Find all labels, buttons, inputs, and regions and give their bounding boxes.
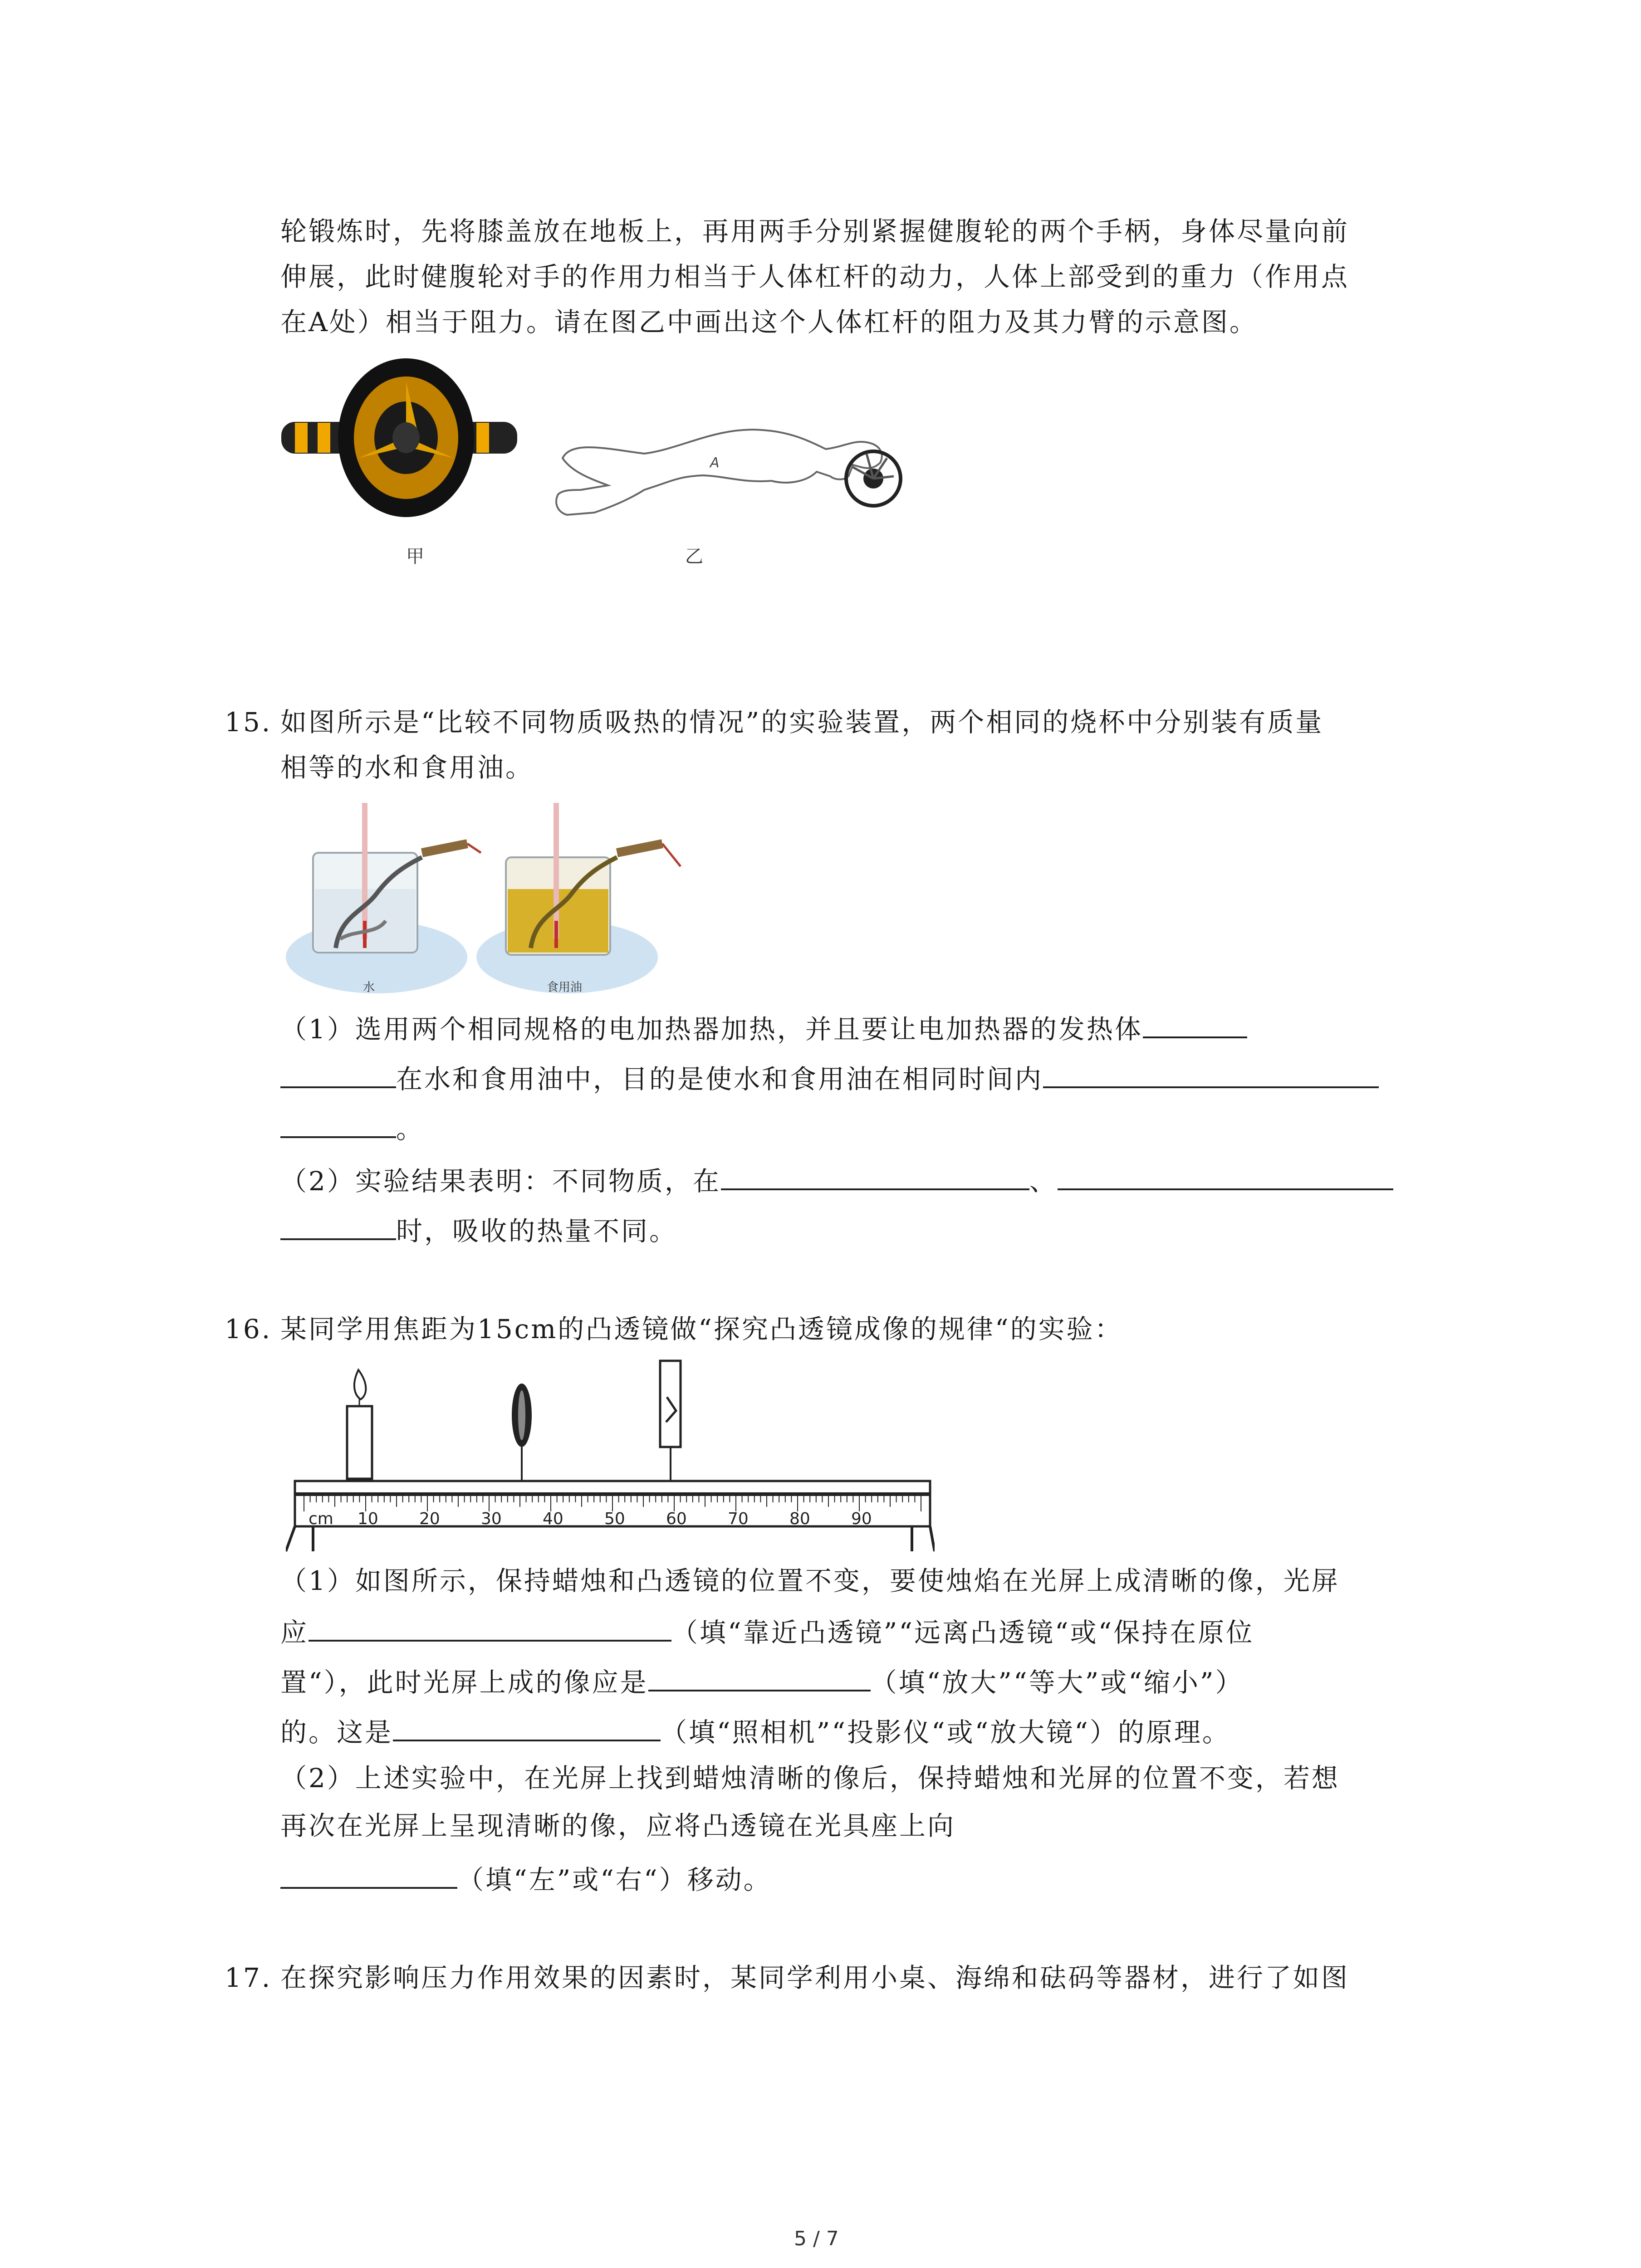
q15-blank-4a[interactable] (1058, 1161, 1393, 1190)
figure-label-jia: 甲 (406, 546, 424, 567)
q15-p2-text-a: （2）实验结果表明：不同物质，在 (280, 1166, 721, 1197)
q16-blank-image-size[interactable] (648, 1662, 871, 1691)
q15-blank-1a[interactable] (1143, 1009, 1247, 1038)
q16-p1-line2-text-b: （填“靠近凸透镜”“远离凸透镜“或“保持在原位 (671, 1617, 1254, 1648)
page-number: 5 / 7 (794, 2227, 839, 2250)
q16-p1-line4-text-b: （填“照相机”“投影仪“或“放大镜“）的原理。 (661, 1717, 1230, 1748)
q16-p1-line2 (280, 1613, 1254, 1651)
candle (347, 1406, 372, 1479)
q15-p2-line1 (280, 1161, 1393, 1199)
bench-scale-label: 80 (789, 1510, 810, 1528)
q16-p1-line3-text-a: 置“），此时光屏上成的像应是 (280, 1667, 648, 1698)
bench-scale-label: 60 (666, 1510, 687, 1528)
q16-number: 16. (225, 1314, 272, 1344)
q15-p2-line2 (280, 1211, 677, 1249)
q16-p2-line2: 再次在光屏上呈现清晰的像，应将凸透镜在光具座上向 (280, 1810, 956, 1841)
bench-scale-label: 10 (358, 1510, 378, 1528)
q15-p2-text-b: 时，吸收的热量不同。 (396, 1216, 678, 1246)
bench-scale-label: 50 (604, 1510, 625, 1528)
figure-label-yi: 乙 (685, 546, 703, 567)
bench-scale-label: 30 (481, 1510, 502, 1528)
bench-scale-label: 20 (419, 1510, 440, 1528)
q16-blank-device[interactable] (393, 1712, 661, 1741)
q16-p2-line3-text: （填“左”或“右“）移动。 (457, 1864, 772, 1895)
bench-scale-label: 40 (543, 1510, 563, 1528)
point-a-label: A (710, 455, 720, 471)
candle-flame (354, 1370, 366, 1399)
q16-blank-direction[interactable] (280, 1860, 457, 1889)
q15-text-line1: 如图所示是“比较不同物质吸热的情况”的实验装置，两个相同的烧杯中分别装有质量 (280, 707, 1324, 738)
beaker-oil-label: 食用油 (547, 981, 583, 994)
optical-bench-figure (286, 1356, 935, 1556)
q16-p1-line3 (280, 1662, 1244, 1701)
q15-p1-line2 (280, 1059, 1379, 1097)
q14-text-line2: 伸展，此时健腹轮对手的作用力相当于人体杠杆的动力，人体上部受到的重力（作用点 (280, 261, 1350, 292)
q16-p1-line1: （1）如图所示，保持蜡烛和凸透镜的位置不变，要使烛焰在光屏上成清晰的像，光屏 (280, 1565, 1340, 1596)
q15-text-line2: 相等的水和食用油。 (280, 752, 534, 783)
q16-blank-screen-position[interactable] (309, 1613, 671, 1642)
person-lever-sketch (554, 422, 907, 535)
q15-blank-1b[interactable] (280, 1059, 396, 1088)
q15-blank-4b[interactable] (280, 1211, 396, 1240)
q15-p2-sep: 、 (1029, 1166, 1058, 1197)
bench-scale-label: 70 (728, 1510, 749, 1528)
q14-text-line1: 轮锻炼时，先将膝盖放在地板上，再用两手分别紧握健腹轮的两个手柄，身体尽量向前 (280, 216, 1350, 247)
q15-p1-text-c: 。 (396, 1114, 425, 1144)
bench-scale-label: 90 (851, 1510, 872, 1528)
ab-wheel-image (281, 354, 517, 526)
q15-number: 15. (225, 707, 272, 738)
q15-p1-line1 (280, 1009, 1247, 1047)
q15-blank-2a[interactable] (1043, 1059, 1379, 1088)
q16-p1-line4-text-a: 的。这是 (280, 1717, 393, 1748)
q17-number: 17. (225, 1962, 272, 1993)
q16-p2-line3 (280, 1860, 772, 1898)
q16-p1-line2-text-a: 应 (280, 1617, 309, 1648)
beaker-water-label: 水 (363, 981, 375, 994)
beakers-figure (286, 803, 762, 1002)
q17-text-line1: 在探究影响压力作用效果的因素时，某同学利用小桌、海绵和砝码等器材，进行了如图 (280, 1962, 1350, 1993)
q15-blank-3[interactable] (721, 1161, 1029, 1190)
q16-p1-line3-text-b: （填“放大”“等大”或“缩小”） (870, 1667, 1244, 1698)
q16-p2-line1: （2）上述实验中，在光屏上找到蜡烛清晰的像后，保持蜡烛和光屏的位置不变，若想 (280, 1763, 1340, 1794)
q15-p1-text-a: （1）选用两个相同规格的电加热器加热，并且要让电加热器的发热体 (280, 1014, 1143, 1045)
q14-text-line3: 在A处）相当于阻力。请在图乙中画出这个人体杠杆的阻力及其力臂的示意图。 (280, 307, 1258, 337)
q15-blank-2b[interactable] (280, 1109, 396, 1138)
q15-p1-text-b: 在水和食用油中，目的是使水和食用油在相同时间内 (396, 1064, 1043, 1095)
q16-title: 某同学用焦距为15cm的凸透镜做“探究凸透镜成像的规律“的实验： (280, 1314, 1123, 1344)
q15-p1-line3 (280, 1109, 424, 1147)
bench-scale-label: cm (309, 1510, 333, 1528)
q16-p1-line4 (280, 1712, 1230, 1750)
